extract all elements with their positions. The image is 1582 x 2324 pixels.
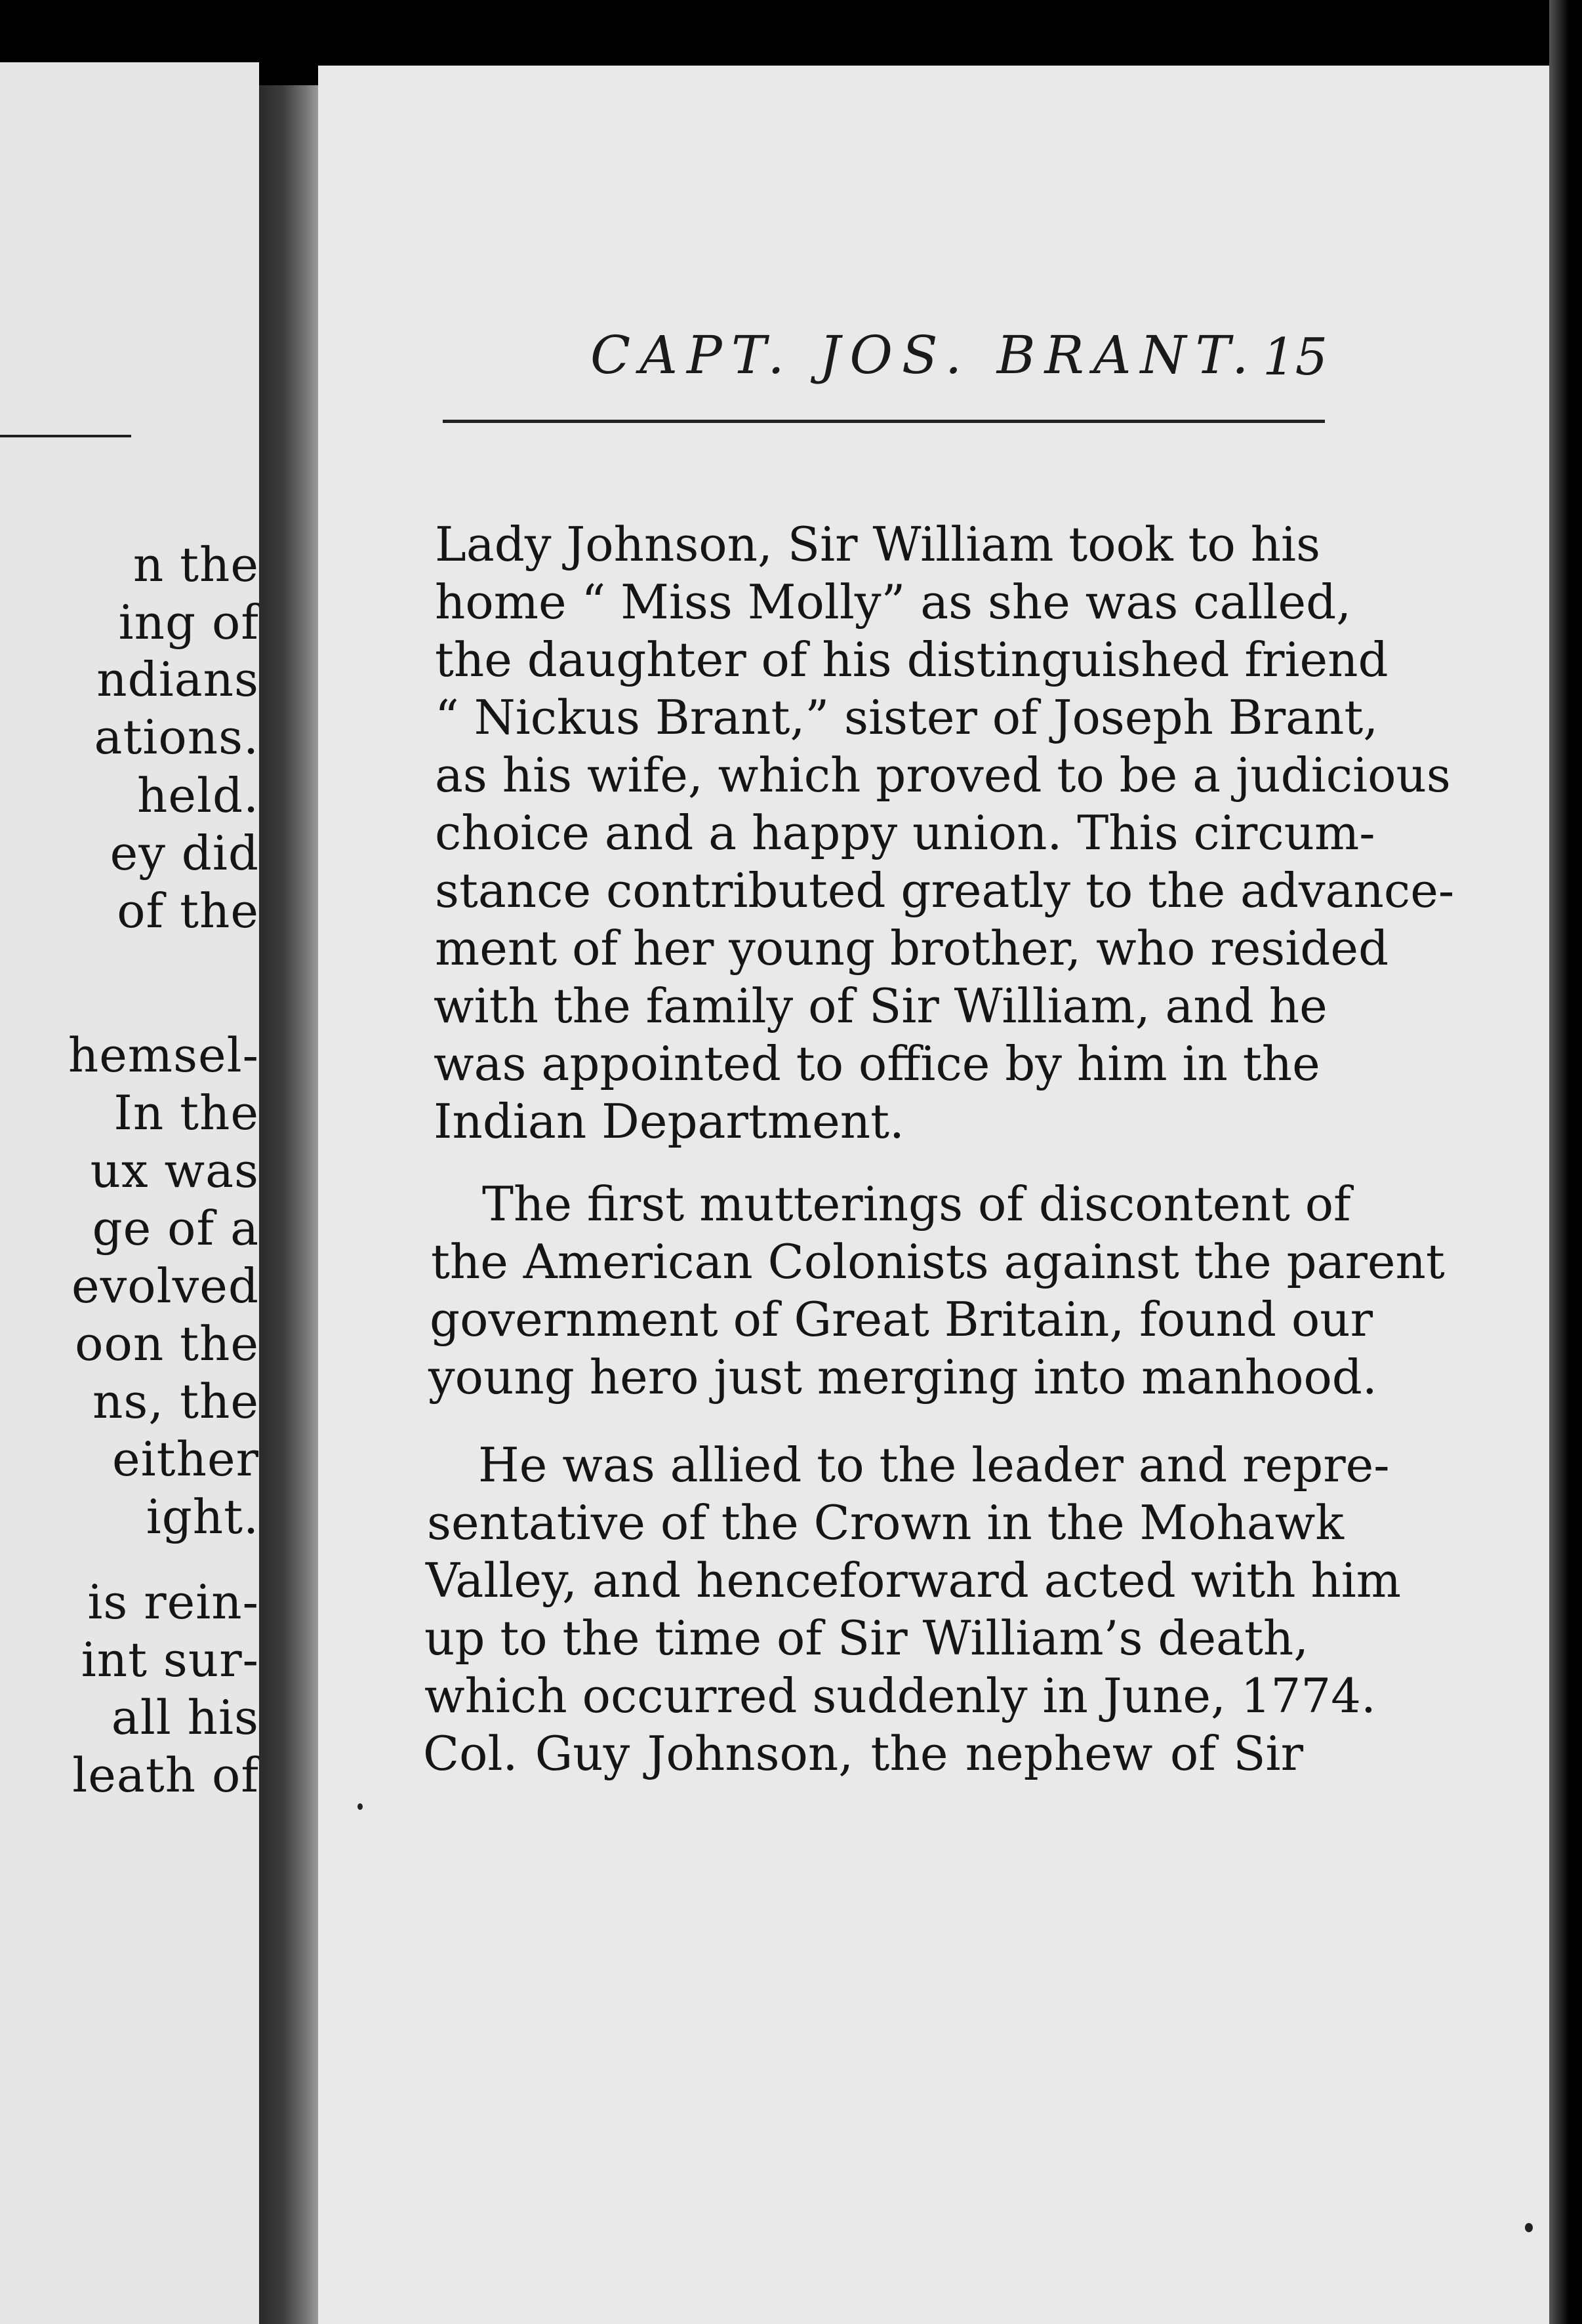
ink-speck	[357, 1803, 363, 1810]
left-page-line: held.	[137, 768, 259, 823]
ink-speck	[1525, 2223, 1533, 2232]
left-page-line: is rein-	[87, 1574, 259, 1630]
left-page-line: ux was	[90, 1143, 259, 1198]
text-line: Valley, and henceforward acted with him	[426, 1553, 1402, 1608]
left-page-line: ge of a	[92, 1201, 259, 1256]
text-line: the American Colonists against the parent	[431, 1234, 1445, 1289]
page-edge-shadow	[1549, 0, 1582, 2324]
left-page-line: In the	[113, 1085, 259, 1140]
text-line: stance contributed greatly to the advance-	[435, 863, 1455, 918]
header-rule	[443, 420, 1325, 423]
text-line: Lady Johnson, Sir William took to his	[435, 517, 1321, 572]
text-line: choice and a happy union. This circum-	[435, 805, 1375, 860]
left-page-line: of the	[117, 883, 259, 938]
left-page-line: ey did	[110, 826, 259, 881]
text-line: young hero just merging into manhood.	[428, 1350, 1377, 1405]
text-line: Indian Department.	[434, 1094, 904, 1149]
left-page-line: ing of	[118, 595, 259, 650]
text-line: the daughter of his distinguished friend	[435, 632, 1389, 687]
text-line: home “ Miss Molly” as she was called,	[435, 574, 1352, 630]
text-line: ment of her young brother, who resided	[435, 921, 1389, 976]
left-page-line: evolved	[71, 1258, 259, 1313]
text-line: The first mutterings of discontent of	[482, 1176, 1351, 1232]
text-line: was appointed to office by him in the	[434, 1036, 1320, 1091]
left-page-line: ight.	[146, 1489, 259, 1544]
text-line: as his wife, which proved to be a judicious	[435, 748, 1451, 803]
running-head-title: CAPT. JOS. BRANT.	[590, 325, 1258, 386]
text-line: which occurred suddenly in June, 1774.	[424, 1668, 1376, 1723]
left-page-line: ations.	[94, 710, 259, 765]
text-line: Col. Guy Johnson, the nephew of Sir	[423, 1726, 1303, 1781]
left-page-line: either	[112, 1432, 259, 1487]
left-page-line: leath of	[72, 1748, 259, 1803]
left-page-line: ndians	[96, 652, 259, 707]
text-line: government of Great Britain, found our	[430, 1292, 1373, 1347]
text-line: He was allied to the leader and repre-	[478, 1437, 1390, 1493]
text-line: with the family of Sir William, and he	[434, 978, 1328, 1033]
left-page-line: oon the	[75, 1316, 259, 1371]
left-page-rule	[0, 435, 131, 437]
text-line: sentative of the Crown in the Mohawk	[427, 1495, 1345, 1550]
left-page-line: ns, the	[92, 1374, 259, 1429]
left-page-line: int sur-	[81, 1632, 259, 1687]
text-line: up to the time of Sir William’s death,	[424, 1611, 1309, 1666]
book-gutter	[259, 85, 318, 2324]
page-number: 15	[1263, 328, 1328, 387]
left-page-line: all his	[111, 1690, 259, 1745]
left-page-line: hemsel-	[68, 1028, 259, 1083]
left-page	[0, 62, 259, 2324]
right-page	[318, 66, 1549, 2324]
left-page-line: n the	[132, 537, 259, 592]
text-line: “ Nickus Brant,” sister of Joseph Brant,	[435, 690, 1379, 745]
